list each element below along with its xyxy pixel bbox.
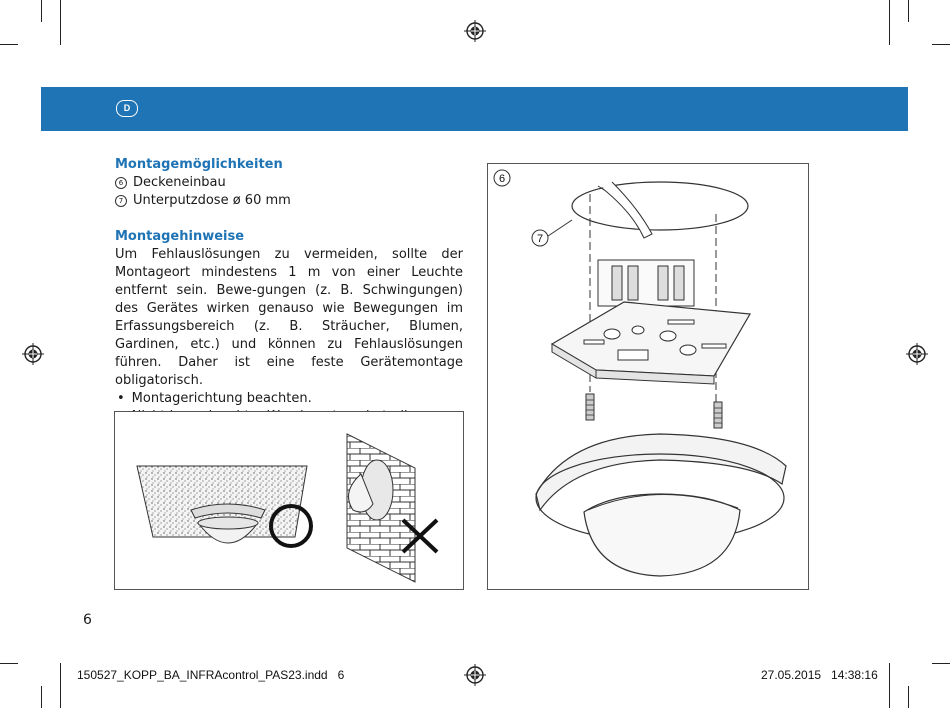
mounting-illustration (115, 412, 463, 589)
crop-mark (41, 0, 42, 22)
crop-mark (908, 0, 909, 22)
crop-mark (908, 686, 909, 708)
section-heading: Montagehinweise (115, 229, 245, 244)
figure-label-6: 6 (498, 173, 506, 185)
crop-mark (889, 0, 890, 45)
item-label: Deckeneinbau (133, 175, 226, 190)
exploded-view-illustration (488, 164, 808, 589)
section-heading: Montagemöglichkeiten (115, 157, 283, 172)
installation-figure (487, 163, 809, 590)
text-column (115, 156, 463, 426)
crop-mark (932, 44, 950, 45)
footer-timestamp: 27.05.2015 14:38:16 (761, 668, 878, 682)
crop-mark (0, 44, 18, 45)
page-number: 6 (83, 612, 92, 628)
crop-mark (60, 0, 61, 45)
crop-mark (41, 686, 42, 708)
item-number: 6 (115, 177, 127, 189)
header-banner (41, 87, 908, 131)
bullet-icon: • (117, 391, 125, 406)
registration-mark-icon (464, 664, 486, 686)
crop-mark (0, 663, 18, 664)
crop-mark (60, 663, 61, 708)
list-item (115, 192, 463, 210)
crop-mark (889, 663, 890, 708)
registration-mark-icon (906, 343, 928, 365)
registration-mark-icon (464, 20, 486, 42)
item-label: Unterputzdose ø 60 mm (133, 193, 291, 208)
crop-mark (932, 663, 950, 664)
mounting-orientation-figure (114, 411, 464, 590)
item-number: 7 (115, 195, 127, 207)
figure-label-7: 7 (536, 233, 544, 245)
language-badge: D (116, 100, 138, 117)
footer-filename: 150527_KOPP_BA_INFRAcontrol_PAS23.indd 6 (77, 668, 345, 682)
list-item (115, 174, 463, 192)
bullet-item: • Montagerichtung beachten. (117, 391, 312, 406)
body-paragraph: Um Fehlauslösungen zu vermeiden, sollte der Montageort mindestens 1 m von einer Leuchte entfernt sein. Bewe-gungen (z. B. Schwingungen) des Gerätes wirken genauso wie Bewegungen im Erfassungsbereich (z. B. Sträucher, Blumen, Gardinen, etc.) und können zu Fehlauslösungen führen. Daher ist eine feste Gerätemontage obligatorisch. (115, 247, 463, 388)
registration-mark-icon (22, 343, 44, 365)
